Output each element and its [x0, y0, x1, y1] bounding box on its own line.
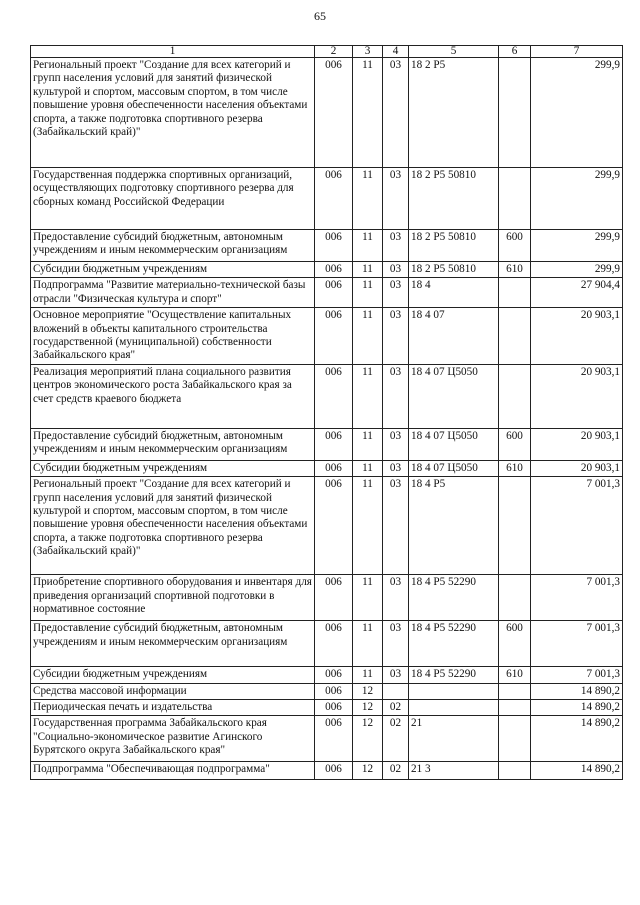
table-row: [31, 278, 623, 308]
row-name: Подпрограмма "Развитие материально-технической базы отрасли "Физическая культура и спорт": [31, 278, 315, 308]
row-ministry: 006: [315, 278, 353, 308]
row-name: Региональный проект "Создание для всех категорий и групп населения условий для занятий физической культурой и спортом, массовым спортом, в том числе повышение уровня обеспеченности населения объектами спорта, а также подготовка спортивного резерва (Забайкальский край)": [31, 58, 315, 168]
row-section: 12: [353, 716, 383, 762]
row-ministry: 006: [315, 700, 353, 716]
row-kind: [499, 58, 531, 168]
row-amount: 299,9: [531, 230, 623, 262]
row-ministry: 006: [315, 477, 353, 575]
row-name: Реализация мероприятий плана социального развития центров экономического роста Забайкальского края за счет средств краевого бюджета: [31, 364, 315, 428]
row-ministry: 006: [315, 683, 353, 699]
table-row: [31, 716, 623, 762]
row-name: Предоставление субсидий бюджетным, автономным учреждениям и иным некоммерческим организациям: [31, 428, 315, 460]
row-ministry: 006: [315, 364, 353, 428]
row-target: 18 4 P5: [409, 477, 499, 575]
row-section: 12: [353, 762, 383, 780]
row-ministry: 006: [315, 58, 353, 168]
row-amount: 20 903,1: [531, 364, 623, 428]
row-kind: [499, 575, 531, 621]
row-ministry: 006: [315, 460, 353, 476]
header-section: 3: [353, 46, 383, 58]
row-subsection: 03: [383, 667, 409, 683]
row-target: 18 4 07 Ц5050: [409, 428, 499, 460]
row-subsection: 03: [383, 230, 409, 262]
row-section: 12: [353, 683, 383, 699]
row-name: Государственная поддержка спортивных организаций, осуществляющих подготовку спортивного резерва для сборных команд Российской Федерации: [31, 168, 315, 230]
table-row: [31, 762, 623, 780]
row-subsection: 03: [383, 428, 409, 460]
row-subsection: 03: [383, 477, 409, 575]
row-amount: 299,9: [531, 262, 623, 278]
row-amount: 14 890,2: [531, 700, 623, 716]
row-kind: [499, 762, 531, 780]
row-kind: [499, 477, 531, 575]
row-target: 18 4 07 Ц5050: [409, 460, 499, 476]
row-kind: 600: [499, 230, 531, 262]
row-name: Региональный проект "Создание для всех категорий и групп населения условий для занятий физической культурой и спортом, массовым спортом, в том числе повышение уровня обеспеченности населения объектами спорта, а также подготовка спортивного резерва (Забайкальский край)": [31, 477, 315, 575]
row-section: 11: [353, 364, 383, 428]
row-ministry: 006: [315, 428, 353, 460]
table-row: [31, 683, 623, 699]
row-name: Субсидии бюджетным учреждениям: [31, 262, 315, 278]
row-amount: 14 890,2: [531, 716, 623, 762]
row-kind: 610: [499, 667, 531, 683]
row-kind: [499, 364, 531, 428]
row-section: 11: [353, 460, 383, 476]
row-ministry: 006: [315, 667, 353, 683]
row-target: 18 4: [409, 278, 499, 308]
row-subsection: [383, 683, 409, 699]
row-kind: [499, 308, 531, 365]
row-name: Периодическая печать и издательства: [31, 700, 315, 716]
row-amount: 14 890,2: [531, 762, 623, 780]
row-amount: 14 890,2: [531, 683, 623, 699]
row-target: 18 2 P5: [409, 58, 499, 168]
table-row: [31, 230, 623, 262]
row-amount: 20 903,1: [531, 308, 623, 365]
row-name: Подпрограмма "Обеспечивающая подпрограмма": [31, 762, 315, 780]
row-section: 12: [353, 700, 383, 716]
row-target: [409, 700, 499, 716]
row-subsection: 03: [383, 575, 409, 621]
row-amount: 7 001,3: [531, 477, 623, 575]
row-kind: [499, 168, 531, 230]
row-target: 18 2 P5 50810: [409, 230, 499, 262]
row-target: 18 4 P5 52290: [409, 621, 499, 667]
header-target: 5: [409, 46, 499, 58]
row-target: 21 3: [409, 762, 499, 780]
row-target: 18 4 P5 52290: [409, 667, 499, 683]
table-row: [31, 621, 623, 667]
row-section: 11: [353, 667, 383, 683]
table-row: [31, 262, 623, 278]
row-subsection: 03: [383, 168, 409, 230]
row-section: 11: [353, 230, 383, 262]
header-subsection: 4: [383, 46, 409, 58]
header-name: 1: [31, 46, 315, 58]
header-kind: 6: [499, 46, 531, 58]
row-name: Приобретение спортивного оборудования и инвентаря для приведения организаций спортивной подготовки в нормативное состояние: [31, 575, 315, 621]
row-ministry: 006: [315, 308, 353, 365]
row-kind: 610: [499, 262, 531, 278]
row-subsection: 02: [383, 762, 409, 780]
row-amount: 20 903,1: [531, 460, 623, 476]
row-section: 11: [353, 308, 383, 365]
row-kind: 610: [499, 460, 531, 476]
row-ministry: 006: [315, 168, 353, 230]
row-name: Государственная программа Забайкальского края "Социально-экономическое развитие Агинского Бурятского округа Забайкальского края": [31, 716, 315, 762]
row-subsection: 02: [383, 700, 409, 716]
row-name: Основное мероприятие "Осуществление капитальных вложений в объекты капитального строительства государственной (муниципальной) собственности Забайкальского края": [31, 308, 315, 365]
row-ministry: 006: [315, 262, 353, 278]
row-kind: 600: [499, 621, 531, 667]
row-section: 11: [353, 262, 383, 278]
row-target: 18 2 P5 50810: [409, 262, 499, 278]
row-section: 11: [353, 477, 383, 575]
row-subsection: 03: [383, 460, 409, 476]
row-amount: 7 001,3: [531, 667, 623, 683]
row-subsection: 03: [383, 278, 409, 308]
table-row: [31, 667, 623, 683]
row-ministry: 006: [315, 762, 353, 780]
row-subsection: 03: [383, 58, 409, 168]
table-row: [31, 58, 623, 168]
row-kind: [499, 278, 531, 308]
row-subsection: 03: [383, 364, 409, 428]
row-target: 21: [409, 716, 499, 762]
table-row: [31, 364, 623, 428]
row-subsection: 03: [383, 308, 409, 365]
table-row: [31, 308, 623, 365]
row-subsection: 03: [383, 262, 409, 278]
table-row: [31, 700, 623, 716]
row-ministry: 006: [315, 230, 353, 262]
row-section: 11: [353, 168, 383, 230]
row-amount: 27 904,4: [531, 278, 623, 308]
page-number: 65: [314, 9, 326, 23]
row-section: 11: [353, 575, 383, 621]
budget-table: [30, 45, 623, 780]
row-kind: [499, 716, 531, 762]
row-target: 18 4 P5 52290: [409, 575, 499, 621]
row-target: 18 2 P5 50810: [409, 168, 499, 230]
row-kind: 600: [499, 428, 531, 460]
row-kind: [499, 700, 531, 716]
row-section: 11: [353, 621, 383, 667]
row-target: 18 4 07: [409, 308, 499, 365]
row-amount: 7 001,3: [531, 621, 623, 667]
header-ministry: 2: [315, 46, 353, 58]
table-row: [31, 168, 623, 230]
table-row: [31, 428, 623, 460]
row-name: Субсидии бюджетным учреждениям: [31, 460, 315, 476]
row-name: Средства массовой информации: [31, 683, 315, 699]
row-target: [409, 683, 499, 699]
row-amount: 20 903,1: [531, 428, 623, 460]
header-amount: 7: [531, 46, 623, 58]
row-target: 18 4 07 Ц5050: [409, 364, 499, 428]
row-section: 11: [353, 278, 383, 308]
row-kind: [499, 683, 531, 699]
row-ministry: 006: [315, 575, 353, 621]
row-amount: 299,9: [531, 58, 623, 168]
table-row: [31, 575, 623, 621]
row-subsection: 03: [383, 621, 409, 667]
header-row: [31, 46, 623, 58]
row-section: 11: [353, 428, 383, 460]
row-amount: 7 001,3: [531, 575, 623, 621]
row-name: Предоставление субсидий бюджетным, автономным учреждениям и иным некоммерческим организациям: [31, 621, 315, 667]
row-name: Субсидии бюджетным учреждениям: [31, 667, 315, 683]
row-ministry: 006: [315, 716, 353, 762]
table-row: [31, 460, 623, 476]
row-ministry: 006: [315, 621, 353, 667]
table-row: [31, 477, 623, 575]
row-amount: 299,9: [531, 168, 623, 230]
row-name: Предоставление субсидий бюджетным, автономным учреждениям и иным некоммерческим организациям: [31, 230, 315, 262]
row-subsection: 02: [383, 716, 409, 762]
row-section: 11: [353, 58, 383, 168]
